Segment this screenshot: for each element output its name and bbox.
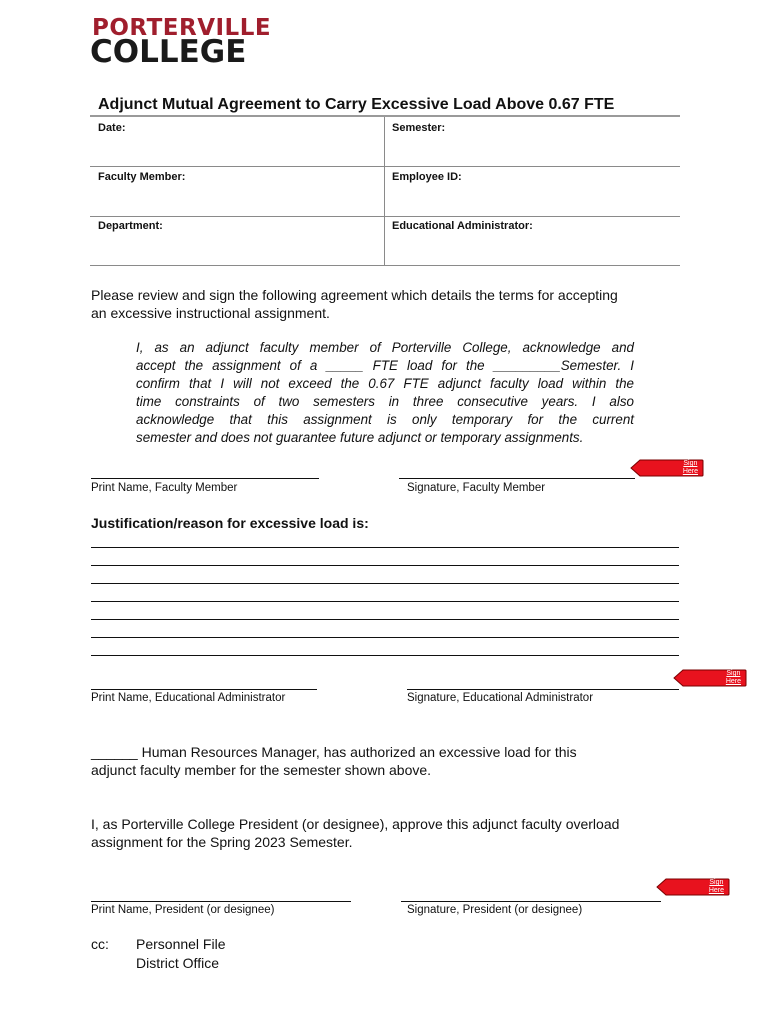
intro-line-1: Please review and sign the following agreement which details the terms for accepting	[91, 287, 618, 303]
sign-faculty-label: Signature, Faculty Member	[407, 482, 546, 494]
sign-here-tag-admin[interactable]	[673, 669, 747, 687]
faculty-member-label: Faculty Member:	[98, 171, 186, 183]
print-admin-line[interactable]	[91, 689, 317, 690]
hr-statement-line-1: ______ Human Resources Manager, has authorized an excessive load for this	[91, 744, 577, 760]
grid-row-rule	[90, 216, 680, 217]
date-label: Date:	[98, 122, 126, 134]
agreement-line: time constraints of two semesters in three consecutive years. I also	[136, 394, 634, 409]
cc-label: cc:	[91, 936, 109, 952]
justification-heading: Justification/reason for excessive load is:	[91, 515, 369, 531]
sign-president-line[interactable]	[401, 901, 661, 902]
justification-line[interactable]	[91, 637, 679, 638]
print-president-line[interactable]	[91, 901, 351, 902]
justification-line[interactable]	[91, 601, 679, 602]
agreement-line: acknowledge that this assignment is only temporary for the current	[136, 412, 634, 427]
hr-statement-line-2: adjunct faculty member for the semester shown above.	[91, 762, 432, 778]
sign-president-label: Signature, President (or designee)	[407, 904, 583, 916]
sign-admin-label: Signature, Educational Administrator	[407, 692, 594, 704]
agreement-line: semester and does not guarantee future adjunct or temporary assignments.	[136, 430, 584, 445]
sign-here-tag-faculty[interactable]	[630, 459, 704, 477]
agreement-line: accept the assignment of a _____ FTE load for the _________Semester. I	[136, 358, 634, 373]
sign-admin-line[interactable]	[407, 689, 679, 690]
agreement-line: confirm that I will not exceed the 0.67 FTE adjunct faculty load within the	[136, 376, 634, 391]
justification-line[interactable]	[91, 565, 679, 566]
intro-line-2: an excessive instructional assignment.	[91, 305, 330, 321]
cc-item: District Office	[136, 955, 219, 971]
sign-here-text: Sign Here	[725, 670, 741, 685]
semester-label: Semester:	[392, 122, 446, 134]
employee-id-label: Employee ID:	[392, 171, 462, 183]
justification-line[interactable]	[91, 547, 679, 548]
justification-line[interactable]	[91, 655, 679, 656]
department-label: Department:	[98, 220, 163, 232]
logo-college: COLLEGE	[90, 34, 247, 70]
justification-line[interactable]	[91, 583, 679, 584]
logo-porterville: PORTERVILLE	[92, 15, 272, 41]
agreement-paragraph	[136, 339, 634, 447]
grid-divider	[384, 117, 385, 167]
sign-faculty-line[interactable]	[399, 478, 635, 479]
grid-divider	[384, 217, 385, 266]
grid-row-rule	[90, 166, 680, 167]
president-statement-line-1: I, as Porterville College President (or designee), approve this adjunct faculty overload	[91, 816, 620, 832]
president-statement-line-2: assignment for the Spring 2023 Semester.	[91, 834, 353, 850]
grid-divider	[384, 167, 385, 217]
print-faculty-label: Print Name, Faculty Member	[91, 482, 238, 494]
grid-row-rule	[90, 265, 680, 266]
educational-administrator-label: Educational Administrator:	[392, 220, 533, 232]
cc-item: Personnel File	[136, 936, 226, 952]
agreement-line: I, as an adjunct faculty member of Porterville College, acknowledge and	[136, 340, 634, 355]
title-rule	[90, 115, 680, 117]
sign-here-text: Sign Here	[708, 879, 724, 894]
justification-line[interactable]	[91, 619, 679, 620]
sign-here-tag-president[interactable]	[656, 878, 730, 896]
print-faculty-line[interactable]	[91, 478, 319, 479]
sign-here-text: Sign Here	[682, 460, 698, 475]
print-president-label: Print Name, President (or designee)	[91, 904, 275, 916]
document-title: Adjunct Mutual Agreement to Carry Excessive Load Above 0.67 FTE	[98, 96, 615, 113]
print-admin-label: Print Name, Educational Administrator	[91, 692, 286, 704]
